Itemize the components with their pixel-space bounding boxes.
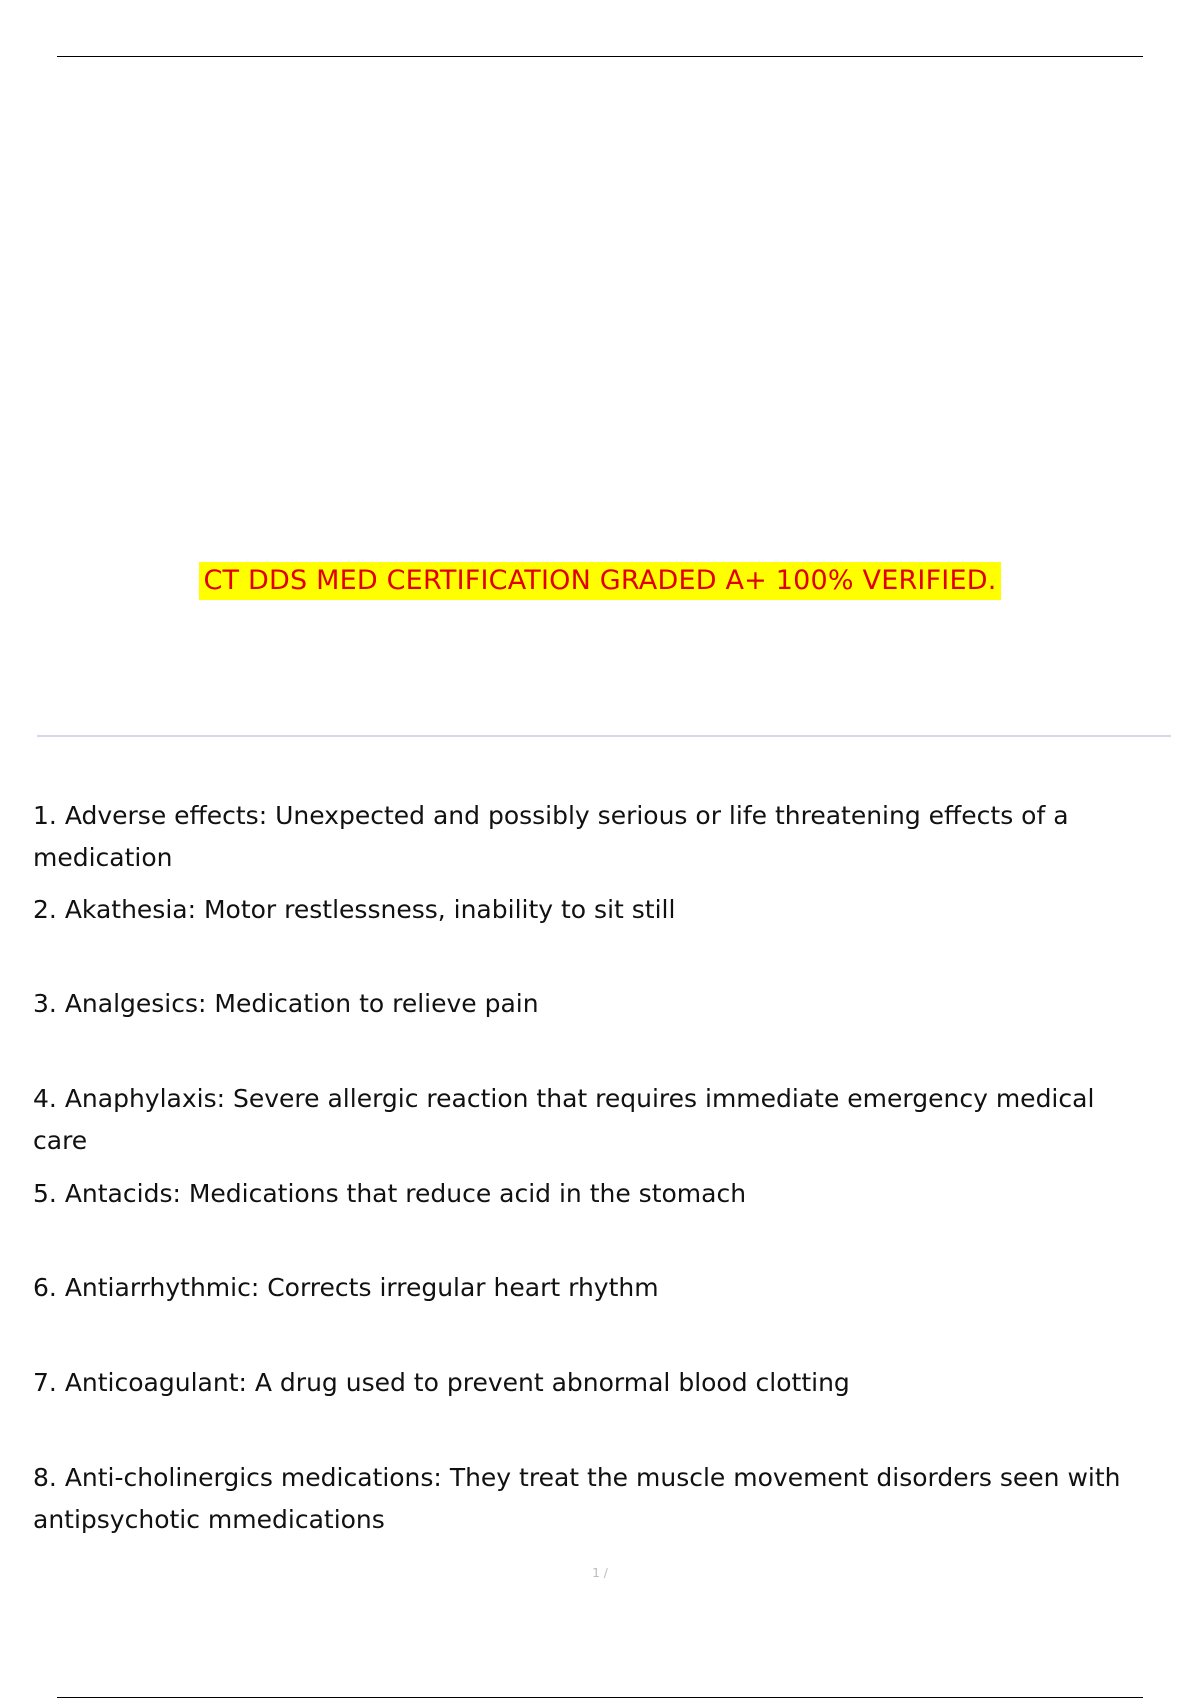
list-item [33, 983, 1153, 1025]
item-term: Akathesia: [64, 895, 197, 924]
item-number: 2. [33, 895, 57, 924]
item-term: Adverse effects: [64, 801, 268, 830]
item-number: 6. [33, 1273, 57, 1302]
item-term: Anaphylaxis: [64, 1084, 226, 1113]
item-number: 8. [33, 1463, 57, 1492]
item-number: 1. [33, 801, 57, 830]
list-item [33, 1457, 1153, 1541]
item-definition: A drug used to prevent abnormal blood clotting [254, 1368, 850, 1397]
item-definition: They treat the muscle movement disorders seen with antipsychotic mmedications [33, 1463, 1121, 1534]
item-term: Analgesics: [64, 989, 207, 1018]
list-item [33, 1362, 1153, 1404]
item-number: 4. [33, 1084, 57, 1113]
item-number: 5. [33, 1179, 57, 1208]
list-item [33, 1173, 1153, 1215]
title-wrap [0, 562, 1200, 600]
item-definition: Medication to relieve pain [214, 989, 539, 1018]
item-definition: Severe allergic reaction that requires immediate emergency medical care [33, 1084, 1095, 1155]
item-definition: Corrects irregular heart rhythm [267, 1273, 659, 1302]
item-number: 3. [33, 989, 57, 1018]
item-term: Anti-cholinergics medications: [64, 1463, 442, 1492]
top-rule [57, 56, 1143, 57]
item-definition: Medications that reduce acid in the stomach [188, 1179, 747, 1208]
list-item [33, 889, 1153, 931]
item-number: 7. [33, 1368, 57, 1397]
section-divider [37, 735, 1171, 737]
item-definition: Unexpected and possibly serious or life threatening effects of a medication [33, 801, 1069, 872]
item-term: Antacids: [64, 1179, 181, 1208]
list-item [33, 1078, 1153, 1162]
list-item [33, 795, 1153, 879]
item-term: Anticoagulant: [64, 1368, 247, 1397]
bottom-rule [57, 1697, 1143, 1698]
page-number: 1 / [592, 1566, 608, 1580]
item-definition: Motor restlessness, inability to sit still [203, 895, 676, 924]
list-item [33, 1267, 1153, 1309]
item-term: Antiarrhythmic: [64, 1273, 260, 1302]
document-title: CT DDS MED CERTIFICATION GRADED A+ 100% VERIFIED. [199, 562, 1000, 600]
